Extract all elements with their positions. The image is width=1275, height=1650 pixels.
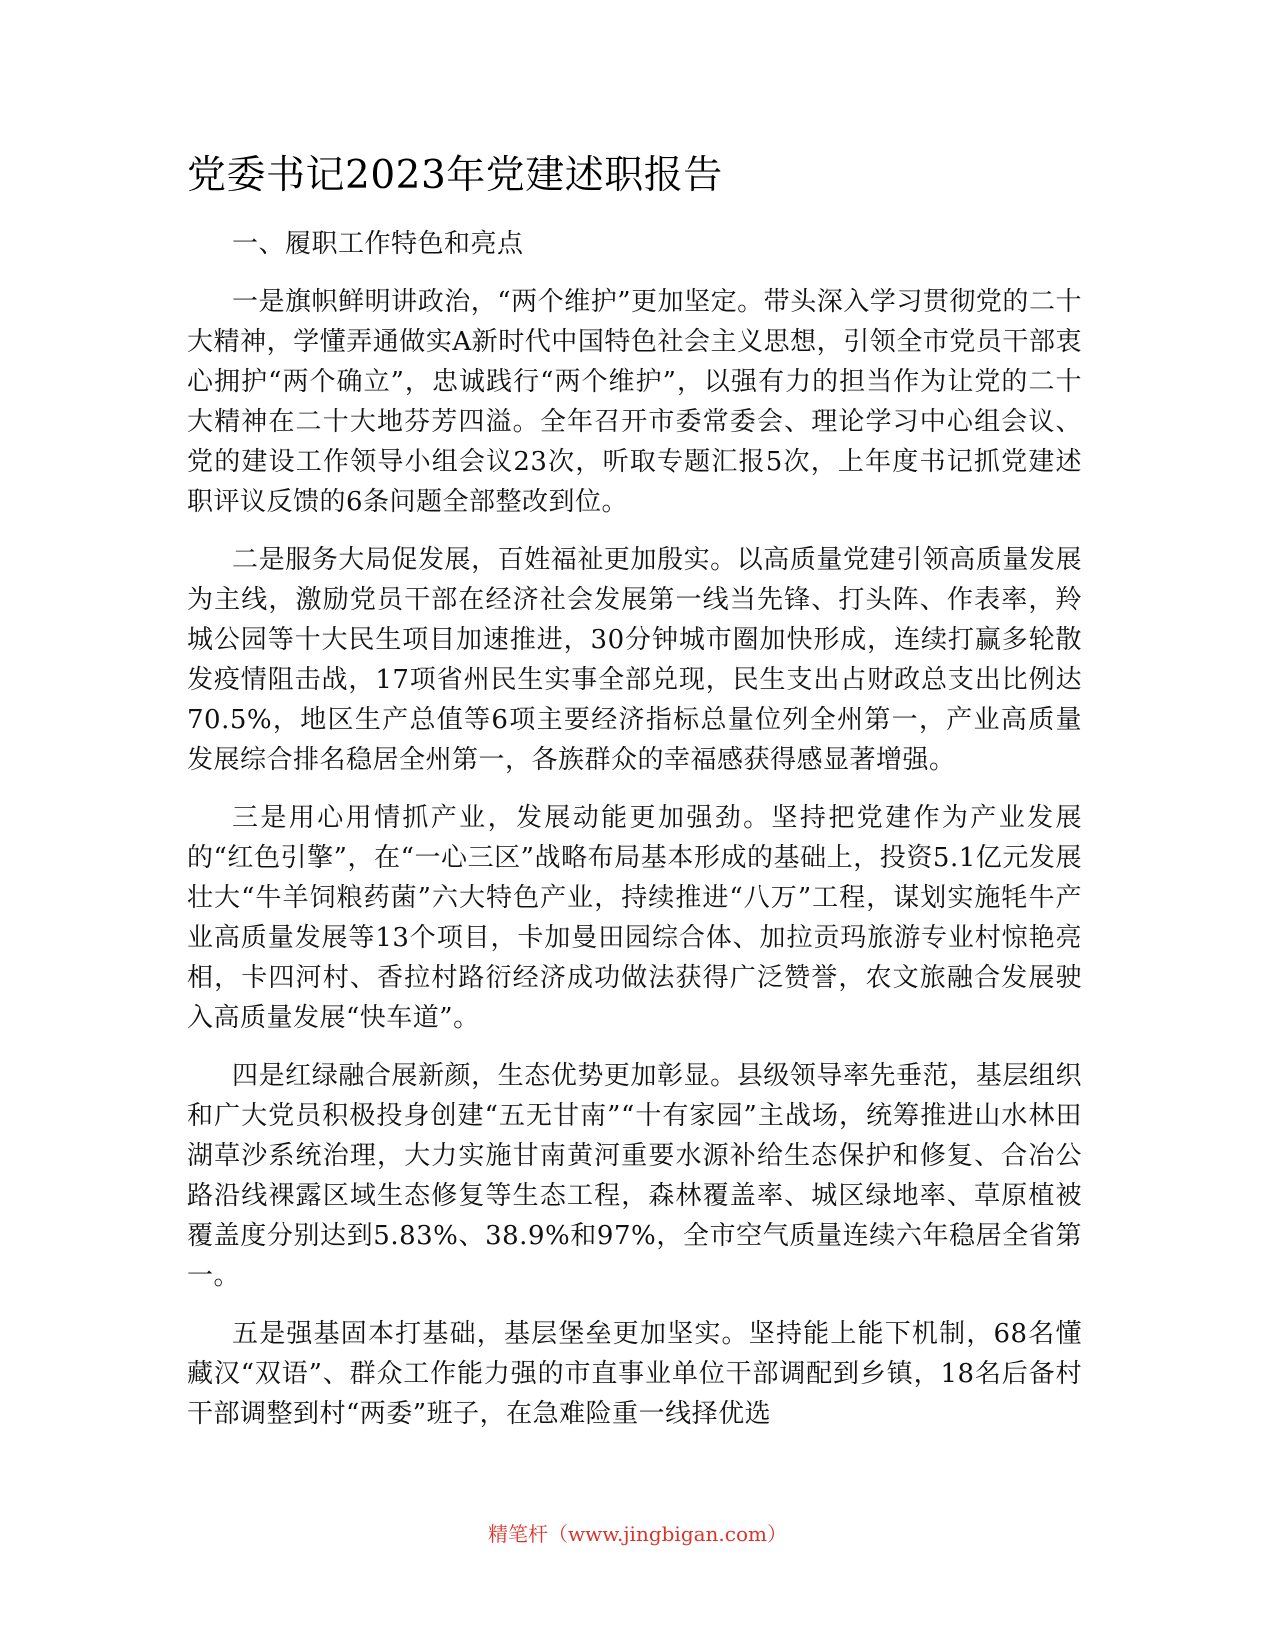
document-body [187, 224, 1082, 1452]
paragraph-2: 二是服务大局促发展，百姓福祉更加殷实。以高质量党建引领高质量发展为主线，激励党员干部在经济社会发展第一线当先锋、打头阵、作表率，羚城公园等十大民生项目加速推进，30分钟城市圈加快形成，连续打赢多轮散发疫情阻击战，17项省州民生实事全部兑现，民生支出占财政总支出比例达70.5%，地区生产总值等6项主要经济指标总量位列全州第一，产业高质量发展综合排名稳居全州第一，各族群众的幸福感获得感显著增强。 [187, 545, 1082, 775]
paragraph-5: 五是强基固本打基础，基层堡垒更加坚实。坚持能上能下机制，68名懂藏汉“双语”、群众工作能力强的市直事业单位干部调配到乡镇，18名后备村干部调整到村“两委”班子，在急难险重一线择优选 [187, 1319, 1082, 1429]
section-heading: 一、履职工作特色和亮点 [232, 229, 524, 259]
footer-watermark-link[interactable]: 精笔杆（www.jingbigan.com） [488, 1522, 787, 1546]
paragraph-4: 四是红绿融合展新颜，生态优势更加彰显。县级领导率先垂范，基层组织和广大党员积极投身创建“五无甘南”“十有家园”主战场，统筹推进山水林田湖草沙系统治理，大力实施甘南黄河重要水源补给生态保护和修复、合冶公路沿线裸露区域生态修复等生态工程，森林覆盖率、城区绿地率、草原植被覆盖度分别达到5.83%、38.9%和97%，全市空气质量连续六年稳居全省第一。 [187, 1061, 1082, 1291]
document-title: 党委书记2023年党建述职报告 [187, 153, 723, 198]
paragraph-3: 三是用心用情抓产业，发展动能更加强劲。坚持把党建作为产业发展的“红色引擎”，在“一心三区”战略布局基本形成的基础上，投资5.1亿元发展壮大“牛羊饲粮药菌”六大特色产业，持续推进“八万”工程，谋划实施牦牛产业高质量发展等13个项目，卡加曼田园综合体、加拉贡玛旅游专业村惊艳亮相，卡四河村、香拉村路衍经济成功做法获得广泛赞誉，农文旅融合发展驶入高质量发展“快车道”。 [187, 803, 1082, 1033]
paragraph-1: 一是旗帜鲜明讲政治，“两个维护”更加坚定。带头深入学习贯彻党的二十大精神，学懂弄通做实A新时代中国特色社会主义思想，引领全市党员干部衷心拥护“两个确立”，忠诚践行“两个维护”，以强有力的担当作为让党的二十大精神在二十大地芬芳四溢。全年召开市委常委会、理论学习中心组会议、党的建设工作领导小组会议23次，听取专题汇报5次，上年度书记抓党建述职评议反馈的6条问题全部整改到位。 [187, 287, 1082, 517]
